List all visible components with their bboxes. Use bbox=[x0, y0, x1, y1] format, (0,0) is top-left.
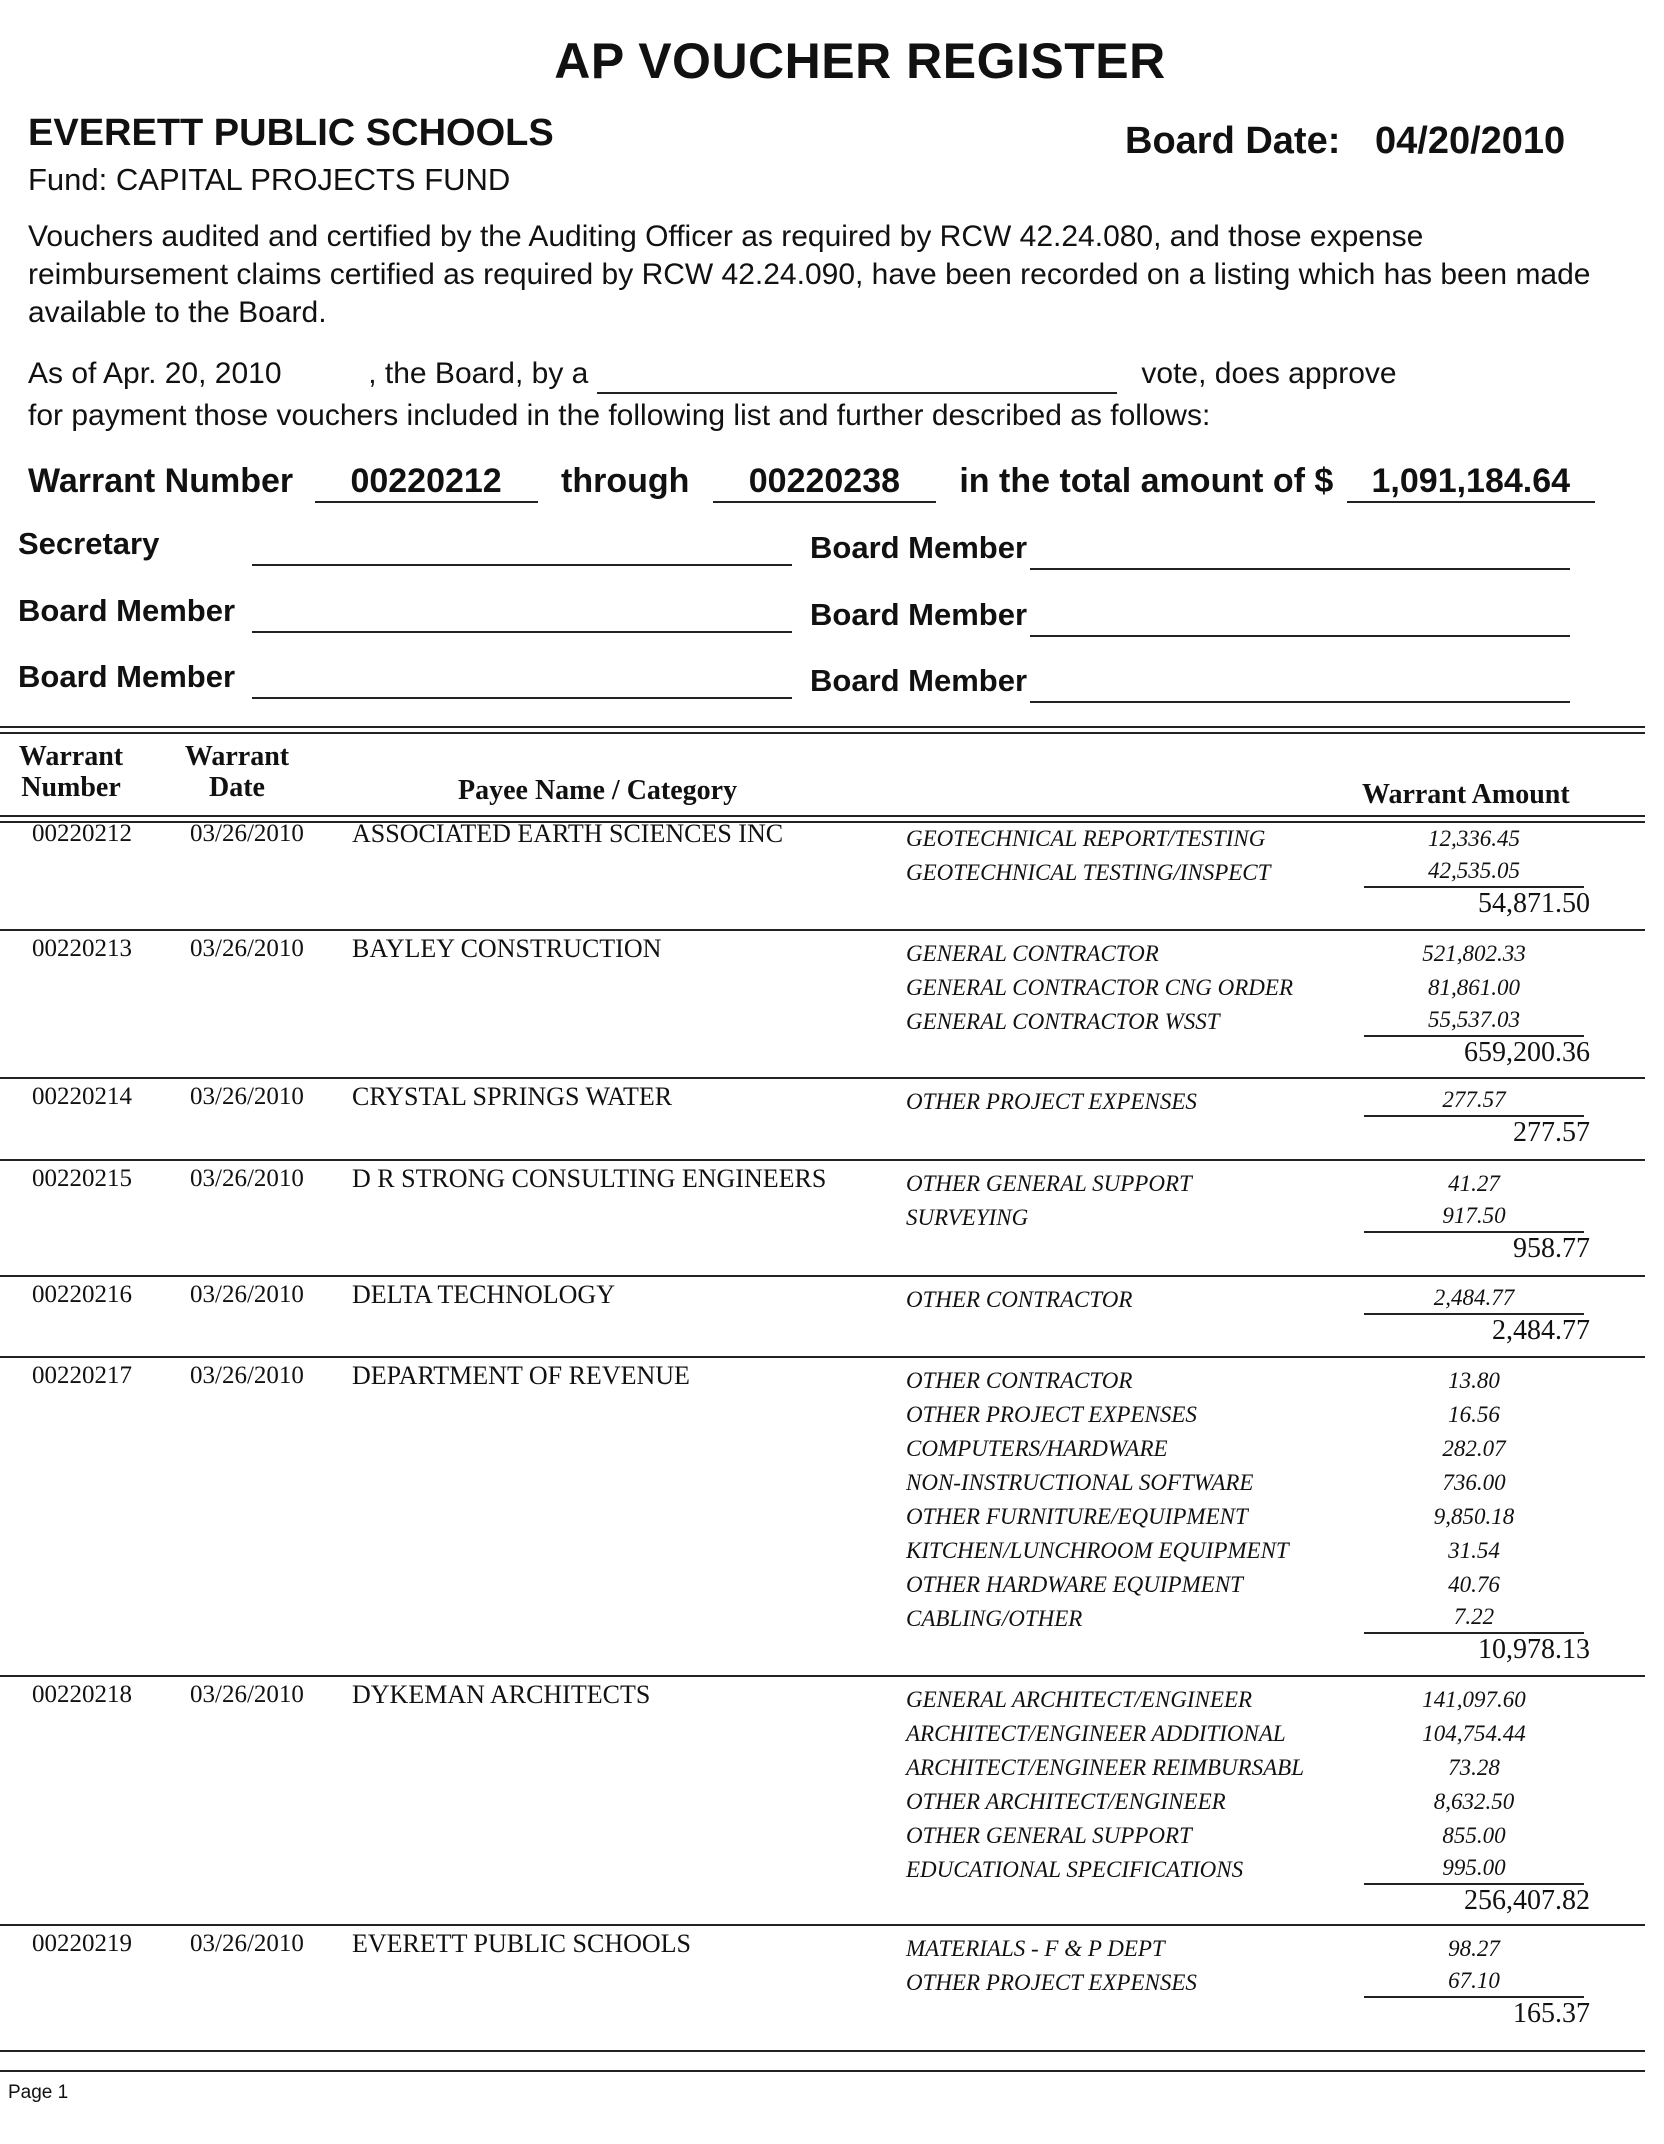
total-amount: 1,091,184.64 bbox=[1347, 462, 1595, 503]
line-category: OTHER GENERAL SUPPORT bbox=[906, 1171, 1192, 1196]
secretary-signature-line[interactable] bbox=[252, 564, 792, 566]
warrant-range-line bbox=[28, 462, 1595, 503]
board-member-signature-line-1[interactable] bbox=[1030, 568, 1570, 570]
total-amount-label: in the total amount of $ bbox=[959, 462, 1334, 500]
line-amount: 277.57 bbox=[1364, 1085, 1584, 1117]
table-end-rule bbox=[0, 2050, 1645, 2052]
line-category: GEOTECHNICAL TESTING/INSPECT bbox=[906, 860, 1271, 885]
warrant-number: 00220217 bbox=[32, 1362, 132, 1389]
col-header-warrant-date: Warrant Date bbox=[184, 741, 290, 803]
line-category: OTHER CONTRACTOR bbox=[906, 1368, 1133, 1393]
row-divider bbox=[0, 1159, 1645, 1161]
through-label: through bbox=[561, 462, 690, 500]
page-number: Page 1 bbox=[8, 2082, 69, 2103]
row-divider bbox=[0, 1077, 1645, 1079]
warrant-number: 00220212 bbox=[32, 820, 132, 847]
board-member-label-5: Board Member bbox=[810, 663, 1028, 698]
line-category: OTHER PROJECT EXPENSES bbox=[906, 1089, 1197, 1114]
board-date-value: 04/20/2010 bbox=[1375, 120, 1566, 162]
line-amount: 104,754.44 bbox=[1422, 1721, 1526, 1746]
board-member-label-4: Board Member bbox=[18, 659, 236, 694]
line-amount: 12,336.45 bbox=[1428, 826, 1520, 851]
voucher-total: 958.77 bbox=[1513, 1233, 1590, 1264]
row-divider bbox=[0, 1275, 1645, 1277]
board-member-signature-line-3[interactable] bbox=[1030, 635, 1570, 637]
line-category: COMPUTERS/HARDWARE bbox=[906, 1436, 1168, 1461]
line-category: KITCHEN/LUNCHROOM EQUIPMENT bbox=[906, 1538, 1289, 1563]
as-of-line bbox=[28, 354, 1628, 394]
line-amount: 40.76 bbox=[1448, 1572, 1500, 1597]
line-category: OTHER FURNITURE/EQUIPMENT bbox=[906, 1504, 1248, 1529]
voucher-total: 10,978.13 bbox=[1478, 1634, 1590, 1665]
secretary-label: Secretary bbox=[18, 526, 160, 561]
line-category: GENERAL ARCHITECT/ENGINEER bbox=[906, 1687, 1253, 1712]
warrant-date: 03/26/2010 bbox=[190, 1681, 304, 1708]
payee-name: EVERETT PUBLIC SCHOOLS bbox=[352, 1929, 691, 1958]
line-category: CABLING/OTHER bbox=[906, 1606, 1083, 1631]
line-amount: 16.56 bbox=[1448, 1402, 1500, 1427]
row-divider bbox=[0, 1675, 1645, 1677]
col-header-amount: Warrant Amount bbox=[1362, 779, 1570, 810]
organization-name: EVERETT PUBLIC SCHOOLS bbox=[28, 112, 554, 154]
payee-name: BAYLEY CONSTRUCTION bbox=[352, 934, 662, 963]
row-divider bbox=[0, 929, 1645, 931]
line-amount: 81,861.00 bbox=[1428, 975, 1520, 1000]
payee-name: DYKEMAN ARCHITECTS bbox=[352, 1680, 651, 1709]
certification-paragraph: Vouchers audited and certified by the Auditing Officer as required by RCW 42.24.080, and those expense reimbursement claims certified as required by RCW 42.24.090, have been recorded on a listing which has been made available to the Board. bbox=[28, 220, 1591, 329]
line-category: GENERAL CONTRACTOR CNG ORDER bbox=[906, 975, 1293, 1000]
line-category: OTHER ARCHITECT/ENGINEER bbox=[906, 1789, 1226, 1814]
payee-name: DELTA TECHNOLOGY bbox=[352, 1280, 615, 1309]
row-divider bbox=[0, 1924, 1645, 1926]
warrant-number: 00220214 bbox=[32, 1083, 132, 1110]
col-header-warrant-number: Warrant Number bbox=[18, 741, 124, 803]
line-category: OTHER HARDWARE EQUIPMENT bbox=[906, 1572, 1243, 1597]
warrant-to: 00220238 bbox=[713, 462, 936, 503]
line-amount: 521,802.33 bbox=[1422, 941, 1526, 966]
line-category: ARCHITECT/ENGINEER ADDITIONAL bbox=[906, 1721, 1286, 1746]
board-member-signature-line-2[interactable] bbox=[252, 631, 792, 633]
voucher-total: 165.37 bbox=[1513, 1998, 1590, 2029]
warrant-number: 00220213 bbox=[32, 935, 132, 962]
warrant-date: 03/26/2010 bbox=[190, 1362, 304, 1389]
vote-blank[interactable] bbox=[597, 360, 1117, 394]
line-category: SURVEYING bbox=[906, 1205, 1029, 1230]
fund-line: Fund: CAPITAL PROJECTS FUND bbox=[28, 162, 511, 197]
line-amount: 41.27 bbox=[1448, 1171, 1500, 1196]
line-category: MATERIALS - F & P DEPT bbox=[906, 1936, 1165, 1961]
warrant-date: 03/26/2010 bbox=[190, 820, 304, 847]
line-amount: 9,850.18 bbox=[1433, 1504, 1515, 1529]
payee-name: ASSOCIATED EARTH SCIENCES INC bbox=[352, 819, 784, 848]
warrant-date: 03/26/2010 bbox=[190, 1930, 304, 1957]
as-of-date: As of Apr. 20, 2010 bbox=[28, 357, 282, 390]
voucher-total: 256,407.82 bbox=[1464, 1885, 1590, 1916]
warrant-from: 00220212 bbox=[315, 462, 538, 503]
voucher-total: 2,484.77 bbox=[1492, 1315, 1590, 1346]
warrant-date: 03/26/2010 bbox=[190, 935, 304, 962]
line-category: EDUCATIONAL SPECIFICATIONS bbox=[906, 1857, 1244, 1882]
line-category: ARCHITECT/ENGINEER REIMBURSABL bbox=[906, 1755, 1304, 1780]
line-category: OTHER PROJECT EXPENSES bbox=[906, 1402, 1197, 1427]
warrant-date: 03/26/2010 bbox=[190, 1165, 304, 1192]
line-category: GEOTECHNICAL REPORT/TESTING bbox=[906, 826, 1266, 851]
header-rule-top bbox=[0, 726, 1645, 728]
warrant-date: 03/26/2010 bbox=[190, 1281, 304, 1308]
line-category: OTHER CONTRACTOR bbox=[906, 1287, 1133, 1312]
line-amount: 736.00 bbox=[1442, 1470, 1506, 1495]
as-of-vote-text: vote, does approve bbox=[1141, 357, 1397, 390]
payee-name: DEPARTMENT OF REVENUE bbox=[352, 1361, 690, 1390]
line-amount: 282.07 bbox=[1442, 1436, 1506, 1461]
payment-line: for payment those vouchers included in the following list and further described as follows: bbox=[28, 399, 1211, 432]
board-member-signature-line-4[interactable] bbox=[252, 697, 792, 699]
line-amount: 2,484.77 bbox=[1364, 1283, 1584, 1315]
warrant-number-label: Warrant Number bbox=[28, 462, 294, 500]
line-category: GENERAL CONTRACTOR bbox=[906, 941, 1159, 966]
warrant-number: 00220218 bbox=[32, 1681, 132, 1708]
register-title: AP VOUCHER REGISTER bbox=[554, 33, 1166, 89]
line-amount: 67.10 bbox=[1364, 1966, 1584, 1998]
payee-name: CRYSTAL SPRINGS WATER bbox=[352, 1082, 673, 1111]
line-amount: 73.28 bbox=[1448, 1755, 1500, 1780]
warrant-number: 00220216 bbox=[32, 1281, 132, 1308]
header-rule-top-2 bbox=[0, 732, 1645, 734]
line-amount: 7.22 bbox=[1364, 1602, 1584, 1634]
header-rule-bottom bbox=[0, 815, 1645, 817]
line-amount: 855.00 bbox=[1442, 1823, 1506, 1848]
board-member-label-2: Board Member bbox=[18, 593, 236, 628]
line-amount: 31.54 bbox=[1448, 1538, 1500, 1563]
voucher-total: 54,871.50 bbox=[1478, 888, 1590, 919]
warrant-number: 00220215 bbox=[32, 1165, 132, 1192]
line-category: OTHER GENERAL SUPPORT bbox=[906, 1823, 1192, 1848]
voucher-total: 659,200.36 bbox=[1464, 1037, 1590, 1068]
line-category: GENERAL CONTRACTOR WSST bbox=[906, 1009, 1220, 1034]
line-amount: 8,632.50 bbox=[1433, 1789, 1515, 1814]
board-date-label: Board Date: bbox=[1125, 120, 1341, 162]
line-amount: 55,537.03 bbox=[1364, 1005, 1584, 1037]
line-amount: 995.00 bbox=[1364, 1853, 1584, 1885]
warrant-date: 03/26/2010 bbox=[190, 1083, 304, 1110]
line-amount: 141,097.60 bbox=[1422, 1687, 1526, 1712]
line-amount: 917.50 bbox=[1364, 1201, 1584, 1233]
voucher-total: 277.57 bbox=[1513, 1117, 1590, 1148]
board-member-signature-line-5[interactable] bbox=[1030, 701, 1570, 703]
row-divider bbox=[0, 1356, 1645, 1358]
payee-name: D R STRONG CONSULTING ENGINEERS bbox=[352, 1164, 827, 1193]
col-header-payee: Payee Name / Category bbox=[458, 775, 738, 806]
line-amount: 13.80 bbox=[1448, 1368, 1500, 1393]
line-amount: 42,535.05 bbox=[1364, 856, 1584, 888]
page-footer-rule bbox=[0, 2070, 1645, 2072]
line-category: NON-INSTRUCTIONAL SOFTWARE bbox=[906, 1470, 1254, 1495]
warrant-number: 00220219 bbox=[32, 1930, 132, 1957]
as-of-board-text: , the Board, by a bbox=[368, 357, 589, 390]
line-category: OTHER PROJECT EXPENSES bbox=[906, 1970, 1197, 1995]
line-amount: 98.27 bbox=[1448, 1936, 1500, 1961]
board-member-label-3: Board Member bbox=[810, 597, 1028, 632]
board-member-label-1: Board Member bbox=[810, 530, 1028, 565]
